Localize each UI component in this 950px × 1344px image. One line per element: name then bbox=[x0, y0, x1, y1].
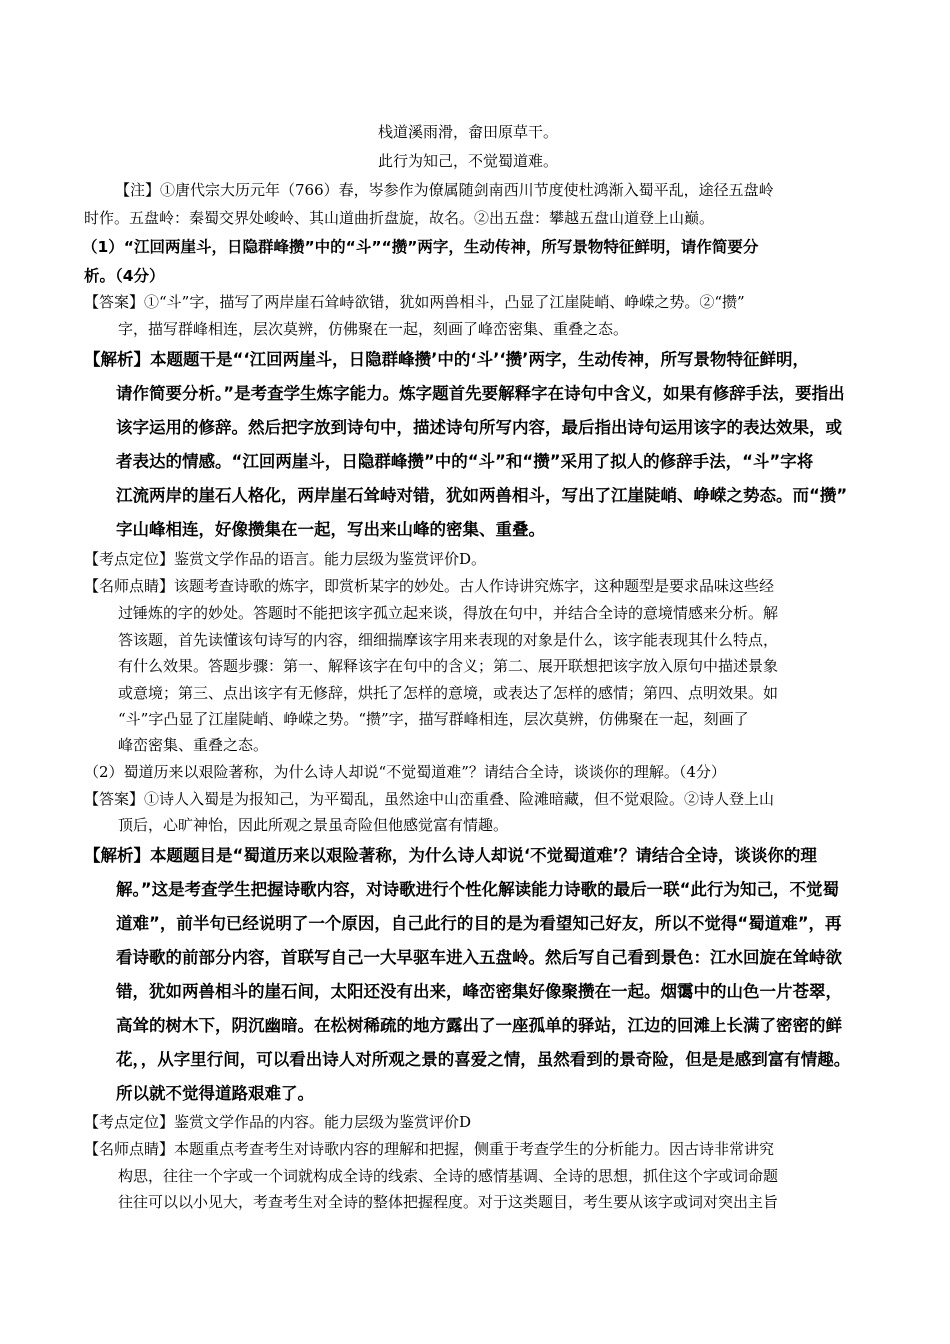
q2-analysis-line-6: 高耸的树木下，阴沉幽暗。在松树稀疏的地方露出了一座孤单的驿站，江边的回滩上长满了密密的鲜 bbox=[116, 1016, 842, 1035]
q2-mingshi-line-1: 【名师点睛】本题重点考查考生对诗歌内容的理解和把握，侧重于考查学生的分析能力。因古诗非常讲究 bbox=[84, 1140, 775, 1158]
q2-mingshi-line-2: 构思，往往一个字或一个词就构成全诗的线索、全诗的感情基调、全诗的思想，抓住这个字或词命题 bbox=[118, 1167, 779, 1185]
q2-answer-line-2: 顶后，心旷神怡，因此所观之景虽奇险但他感觉富有情趣。 bbox=[118, 816, 509, 834]
q2-mingshi-line-3: 往往可以以小见大，考查考生对全诗的整体把握程度。对于这类题目，考生要从该字或词对突出主旨 bbox=[118, 1193, 779, 1211]
q1-analysis-line-2: 请作简要分析。”是考查学生炼字能力。炼字题首先要解释字在诗句中含义，如果有修辞手法，要指出 bbox=[116, 384, 845, 403]
q1-analysis-line-4: 者表达的情感。“江回两崖斗，日隐群峰攒”中的“斗”和“攒”采用了拟人的修辞手法，“斗”字将 bbox=[116, 452, 814, 471]
q2-analysis-line-7: 花，，从字里行间，可以看出诗人对所观之景的喜爱之情，虽然看到的景奇险，但是是感到富有情趣。 bbox=[116, 1050, 851, 1069]
q2-kaodian: 【考点定位】鉴赏文学作品的内容。能力层级为鉴赏评价D bbox=[84, 1113, 472, 1131]
q1-mingshi-line-4: 有什么效果。答题步骤：第一、解释该字在句中的含义；第二、展开联想把该字放入原句中描述景象 bbox=[118, 657, 779, 675]
q2-analysis-line-3: 道难”，前半句已经说明了一个原因，自己此行的目的是为看望知己好友，所以不觉得“蜀道难”，再 bbox=[116, 914, 842, 933]
q1-mingshi-line-2: 过锤炼的字的妙处。答题时不能把该字孤立起来谈，得放在句中，并结合全诗的意境情感来分析。解 bbox=[118, 604, 779, 622]
note-line-1: 【注】①唐代宗大历元年（766）春，岑参作为僚属随剑南西川节度使杜鸿渐入蜀平乱，途径五盘岭 bbox=[115, 181, 774, 199]
q2-analysis-line-2: 解。”这是考查学生把握诗歌内容，对诗歌进行个性化解读能力诗歌的最后一联“此行为知己，不觉蜀 bbox=[116, 880, 839, 899]
q1-answer-line-1: 【答案】①“斗”字，描写了两岸崖石耸峙欲错，犹如两兽相斗，凸显了江崖陡峭、峥嵘之势。②“攒” bbox=[84, 293, 745, 311]
q1-mingshi-line-1: 【名师点睛】该题考查诗歌的炼字，即赏析某字的妙处。古人作诗讲究炼字，这种题型是要求品味这些经 bbox=[84, 577, 775, 595]
q1-analysis-line-1: 【解析】本题题干是“‘江回两崖斗，日隐群峰攒’中的‘斗’‘攒’两字，生动传神，所写景物特征鲜明， bbox=[84, 350, 809, 369]
q2-question: （2）蜀道历来以艰险著称，为什么诗人却说“不觉蜀道难”？请结合全诗，谈谈你的理解。（4分） bbox=[84, 763, 726, 781]
q1-question-line-2: 析。（4分） bbox=[84, 267, 165, 285]
q1-analysis-line-5: 江流两岸的崖石人格化，两岸崖石耸峙对错，犹如两兽相斗，写出了江崖陡峭、峥嵘之势态。而“攒” bbox=[116, 486, 848, 505]
q2-analysis-line-8: 所以就不觉得道路艰难了。 bbox=[116, 1084, 314, 1103]
q1-analysis-line-6: 字山峰相连，好像攒集在一起，写出来山峰的密集、重叠。 bbox=[116, 520, 545, 539]
q1-kaodian: 【考点定位】鉴赏文学作品的语言。能力层级为鉴赏评价D。 bbox=[84, 550, 487, 568]
poem-line-2: 此行为知己，不觉蜀道难。 bbox=[378, 152, 559, 170]
q2-answer-line-1: 【答案】①诗人入蜀是为报知己，为平蜀乱，虽然途中山峦重叠、险滩暗藏，但不觉艰险。②诗人登上山 bbox=[84, 790, 775, 808]
q1-mingshi-line-7: 峰峦密集、重叠之态。 bbox=[118, 736, 269, 754]
poem-line-1: 栈道溪雨滑，畲田原草干。 bbox=[378, 123, 559, 141]
q1-question-line-1: （1）“江回两崖斗，日隐群峰攒”中的“斗”“攒”两字，生动传神，所写景物特征鲜明，请作简要分 bbox=[82, 238, 759, 256]
q2-analysis-line-5: 错，犹如两兽相斗的崖石间，太阳还没有出来，峰峦密集好像聚攒在一起。烟霭中的山色一片苍翠， bbox=[116, 982, 842, 1001]
q1-mingshi-line-3: 答该题，首先读懂该句诗写的内容，细细揣摩该字用来表现的对象是什么，该字能表现其什么特点， bbox=[118, 631, 779, 649]
q1-mingshi-line-6: “斗”字凸显了江崖陡峭、峥嵘之势。“攒”字，描写群峰相连，层次莫辨，仿佛聚在一起，刻画了 bbox=[118, 710, 749, 728]
note-line-2: 时作。五盘岭：秦蜀交界处峻岭、其山道曲折盘旋，故名。②出五盘：攀越五盘山道登上山巅。 bbox=[84, 209, 715, 227]
q1-analysis-line-3: 该字运用的修辞。然后把字放到诗句中，描述诗句所写内容，最后指出诗句运用该字的表达效果，或 bbox=[116, 418, 842, 437]
q2-analysis-line-4: 看诗歌的前部分内容，首联写自己一大早驱车进入五盘岭。然后写自己看到景色：江水回旋在耸峙欲 bbox=[116, 948, 842, 967]
q2-analysis-line-1: 【解析】本题题目是“蜀道历来以艰险著称，为什么诗人却说‘不觉蜀道难’？请结合全诗，谈谈你的理 bbox=[84, 846, 817, 865]
q1-mingshi-line-5: 或意境；第三、点出该字有无修辞，烘托了怎样的意境，或表达了怎样的感情；第四、点明效果。如 bbox=[118, 684, 779, 702]
q1-answer-line-2: 字，描写群峰相连，层次莫辨，仿佛聚在一起，刻画了峰峦密集、重叠之态。 bbox=[118, 320, 629, 338]
